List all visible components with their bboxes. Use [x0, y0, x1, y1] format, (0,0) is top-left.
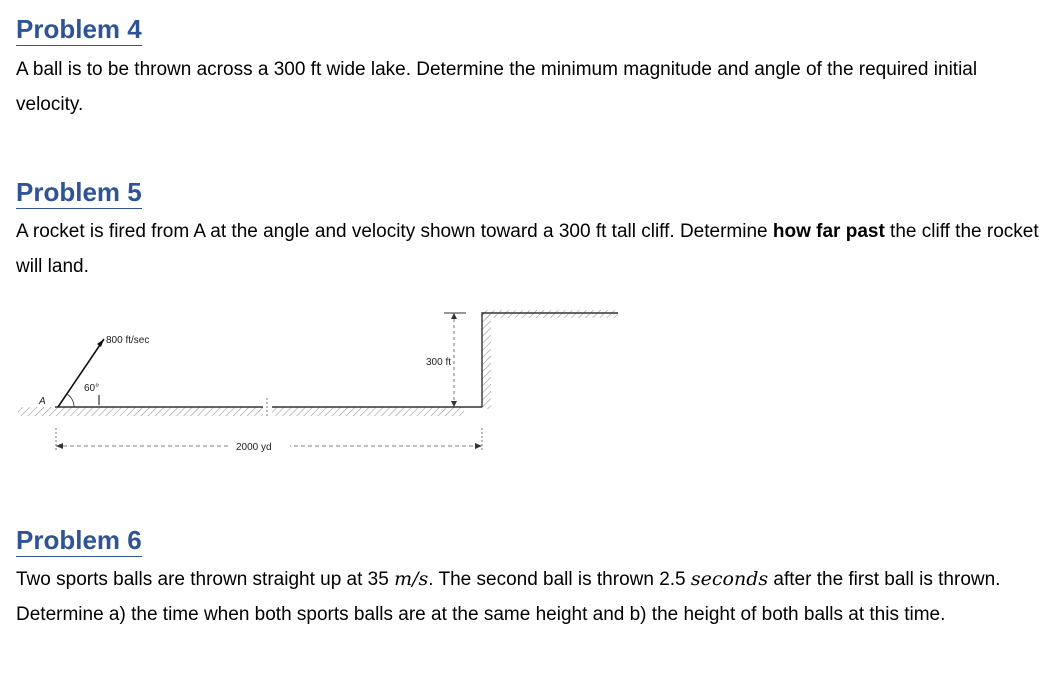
problem-6-heading: Problem 6: [16, 525, 142, 555]
ground-hatching-right: [272, 407, 464, 416]
problem-5-text-part-a: A rocket is fired from A at the angle and velocity shown toward a 300 ft tall cliff. Determine: [16, 221, 773, 242]
rocket-cliff-diagram: [0, 295, 640, 470]
cliff-hatching-face: [482, 313, 491, 409]
angle-label: 60°: [84, 383, 100, 394]
problem-6-text-part-b: . The second ball is thrown 2.5: [428, 569, 691, 590]
point-a-label: A: [39, 396, 46, 407]
velocity-arrowhead: [97, 339, 104, 347]
problem-4-text: A ball is to be thrown across a 300 ft wide lake. Determine the minimum magnitude and angle of the required initial velocity.: [16, 59, 978, 115]
distance-arrow-left: [56, 443, 63, 449]
velocity-unit: m/s: [394, 568, 429, 590]
problem-6-text: [16, 562, 1041, 632]
launch-velocity-vector: [58, 339, 104, 407]
velocity-label: 800 ft/sec: [106, 335, 150, 346]
ground-hatching-left: [18, 407, 263, 416]
height-label: 300 ft: [426, 357, 452, 368]
height-arrow-bottom: [451, 401, 457, 407]
height-arrow-top: [451, 313, 457, 319]
problem-6-text-part-c: after the first ball is thrown. Determine a) the time when both sports balls are at the same height and b) the height of both balls at this time.: [16, 569, 1001, 625]
problem-5-text: [16, 214, 1041, 284]
angle-arc: [67, 394, 74, 407]
problem-5-heading: Problem 5: [16, 177, 142, 207]
cliff-hatching-top: [482, 310, 618, 318]
distance-label: 2000 yd: [236, 442, 272, 453]
distance-arrow-right: [475, 443, 482, 449]
problem-5-text-part-b: the cliff the rocket will land.: [16, 221, 1039, 277]
cliff-outline: [482, 313, 618, 407]
problem-6-text-part-a: Two sports balls are thrown straight up at 35: [16, 569, 395, 590]
seconds-unit: seconds: [690, 568, 769, 590]
problem-5-bold-phrase: how far past: [772, 221, 885, 242]
problem-4-heading: Problem 4: [16, 14, 142, 44]
